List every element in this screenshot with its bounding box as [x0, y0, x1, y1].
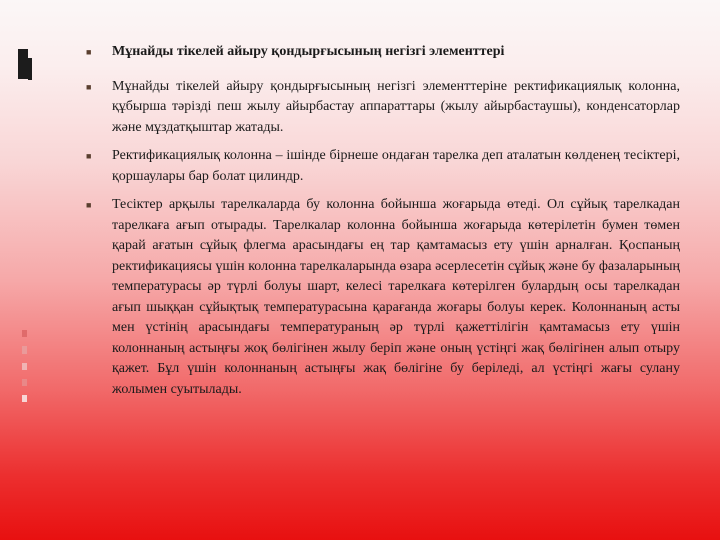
square-bullet-icon: ■: [86, 81, 92, 92]
slide-content: [86, 42, 680, 408]
square-bullet-icon: ■: [86, 47, 92, 57]
bullet-text: Мұнайды тікелей айыру қондырғысының негізгі элементтері: [112, 44, 505, 59]
bullet-text: Ректификациялық колонна – ішінде бірнеше ондаған тарелка деп аталатын көлденең тесіктері, қоршаулары бар болат цилиндр.: [112, 148, 680, 184]
bullet-list: [86, 42, 680, 400]
square-bullet-icon: ■: [86, 151, 92, 161]
square-bullet-icon: ■: [86, 200, 92, 210]
decor-square: [22, 395, 27, 402]
decor-square: [22, 330, 27, 337]
decor-square: [22, 379, 27, 386]
bullet-item-heading: [86, 42, 680, 63]
bullet-text: Тесіктер арқылы тарелкаларда бу колонна бойынша жоғарыда өтеді. Ол сұйық тарелкадан тарелкаға ағып отырады. Тарелкалар колонна бойынша жоғарыда көтерілетін бумен төмен қарай ағатын сұйық флегма арасындағы ең тар қамтамасыз ету үшін арналған. Қоспаның ректификациясы үшін колонна тарелкаларында өзара әсерлесетін сұйық және бу фазаларының температурасы әр түрлі болуы шарт, келесі тарелкаға көтерілген булардың осы тарелкадан ағып шыққан сұйықтық температурасына қарағанда жоғары болуы керек. Колоннаның асты мен үстінің арасындағы температураның әр түрлі қажеттілігін қамтамасыз ету үшін колоннаның астыңғы жоқ бөлігінен жылу беріп және оның үстіңгі жақ бөлігінен алып отыру қажет. Бұл үшін колоннаның астыңғы жақ бөлігіне бу беріледі, ал үстіңгі жағы сулану жолымен суытылады.: [112, 197, 680, 397]
left-decoration: [0, 0, 30, 540]
decor-square: [22, 363, 27, 370]
decor-bar-small: [28, 58, 32, 80]
bullet-item: [86, 77, 680, 139]
bullet-item: [86, 195, 680, 400]
bullet-item: [86, 146, 680, 187]
bullet-text: Мұнайды тікелей айыру қондырғысының негізгі элементтеріне ректификациялық колонна, құбырша тәрізді пеш жылу айырбастау аппараттары (жылу айырбастаушы), конденсаторлар және мұздатқыштар жатады.: [112, 78, 680, 135]
decor-bar-large: [18, 49, 28, 79]
decor-square: [22, 346, 27, 354]
